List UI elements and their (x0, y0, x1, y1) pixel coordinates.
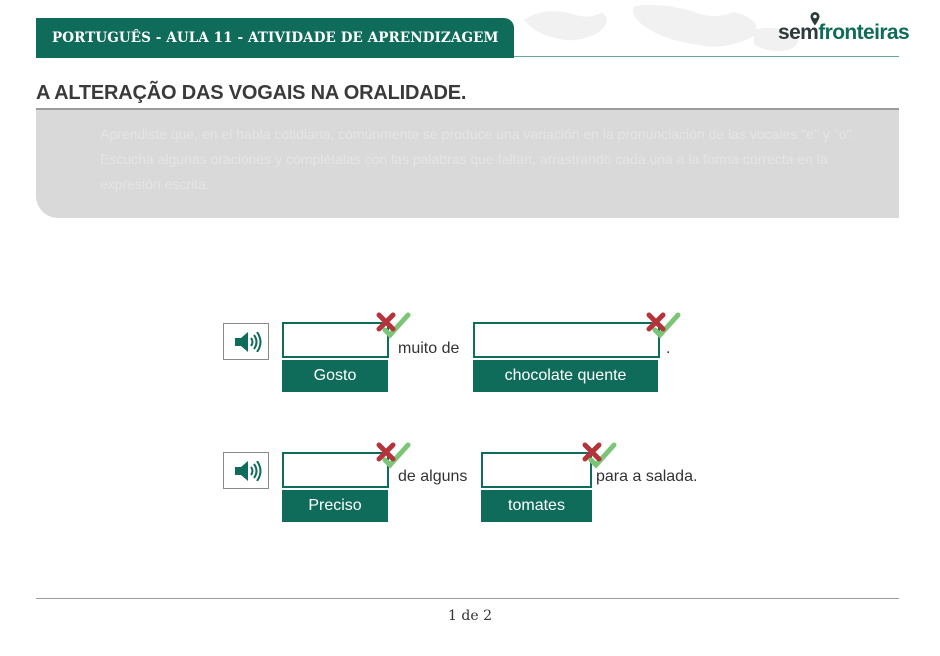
word-chip-2-1[interactable]: Preciso (282, 490, 388, 522)
sentence-text-2a: de alguns (398, 468, 468, 485)
header-divider (514, 56, 899, 57)
world-map-decoration (514, 0, 814, 56)
word-chip-1-1[interactable]: Gosto (282, 360, 388, 392)
answer-feedback-2-2 (582, 438, 618, 470)
sentence-text-1b: . (666, 340, 671, 357)
x-mark-icon (379, 315, 393, 329)
x-mark-icon (585, 445, 599, 459)
header-bar (36, 18, 514, 58)
sentence-text-1a: muito de (398, 340, 460, 357)
drop-zone-2-1[interactable] (282, 452, 389, 488)
word-chip-1-2[interactable]: chocolate quente (473, 360, 658, 392)
speaker-icon (234, 461, 262, 481)
brand-logo: semfronteiras (778, 21, 910, 44)
answer-feedback-1-1 (376, 308, 412, 340)
page-indicator: 1 de 2 (448, 608, 492, 624)
word-chip-2-2[interactable]: tomates (481, 490, 592, 522)
drop-zone-1-1[interactable] (282, 322, 389, 358)
speaker-icon (234, 332, 262, 352)
footer-divider (36, 598, 899, 599)
sentence-text-2b: para a salada. (596, 468, 698, 485)
answer-feedback-1-2 (646, 308, 682, 340)
play-audio-button-2[interactable] (223, 452, 269, 489)
x-mark-icon (649, 315, 663, 329)
instructions-panel (36, 110, 899, 218)
drop-zone-2-2[interactable] (481, 452, 592, 488)
drop-zone-1-2[interactable] (473, 322, 660, 358)
x-mark-icon (379, 445, 393, 459)
answer-feedback-2-1 (376, 438, 412, 470)
play-audio-button-1[interactable] (223, 323, 269, 360)
page-title: A ALTERAÇÃO DAS VOGAIS NA ORALIDADE. (36, 82, 467, 104)
instructions-text: Aprendiste que, en el habla cotidiana, comúnmente se produce una variación en la pronunciación de las vocales "e" y "o". Escucha algunas oraciones y complétalas con las palabras que faltan, arrastrando cada una a la forma correcta en la expresión escrita. (100, 126, 856, 192)
lesson-title: PORTUGUÊS - AULA 11 - ATIVIDADE DE APRENDIZAGEM (52, 30, 499, 46)
